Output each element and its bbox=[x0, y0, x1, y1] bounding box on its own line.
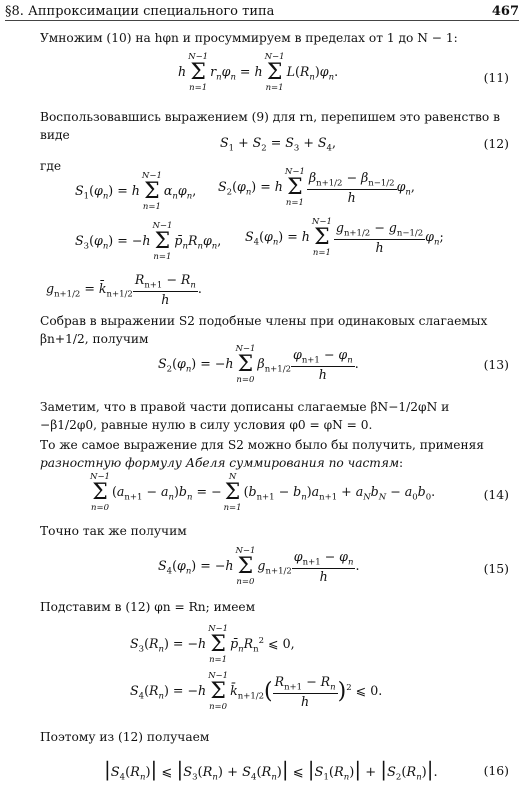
equation-number-12: (12) bbox=[483, 136, 509, 151]
equation-s1: $S_1(\varphi_n) = h$ N−1 Σ n=1 $\alpha_n\varphi_n$, bbox=[75, 171, 197, 212]
equation-15: $S_4(\varphi_n) = -h$ N−1 Σ n=0 $g_{n+1/2}$ $\frac{\varphi_{n+1} - \varphi_n}{h}$ . bbox=[158, 546, 360, 587]
paragraph-4: Собрав в выражении S2 подобные члены при одинаковых слагаемых βn+1/2, получим bbox=[40, 314, 488, 346]
running-header bbox=[5, 4, 519, 21]
equation-number-16: (16) bbox=[483, 763, 509, 778]
equation-14: N−1 Σ n=0 $(a_{n+1} - a_n)b_n$ = − N Σ n=1 $(b_{n+1} - b_n)a_{n+1} + a_Nb_N - a_0b_0$. bbox=[90, 472, 436, 513]
paragraph-9: Поэтому из (12) получаем bbox=[40, 730, 210, 744]
paragraph-6-end: : bbox=[399, 456, 404, 470]
equation-16: $|S_4(R_n)|$ ⩽ $|S_3(R_n) + S_4(R_n)|$ ⩽ $|S_1(R_n)| + |S_2(R_n)|$. bbox=[104, 757, 438, 783]
equation-number-13: (13) bbox=[483, 357, 509, 372]
paragraph-3: где bbox=[40, 159, 62, 173]
paragraph-6 bbox=[40, 436, 510, 472]
equation-12: $S_1 + S_2 = S_3 + S_4$, bbox=[220, 135, 336, 154]
equation-s4-r: $S_4(R_n) = -h$ N−1 Σ n=0 $k̄_{n+1/2}$( $\frac{R_{n+1} - R_n}{h}$ )$^2$ ⩽ 0. bbox=[130, 671, 383, 712]
equation-13: $S_2(\varphi_n) = -h$ N−1 Σ n=0 $\beta_{n+1/2}$ $\frac{\varphi_{n+1} - \varphi_n}{h}$ . bbox=[158, 344, 359, 385]
equation-s4: $S_4(\varphi_n) = h$ N−1 Σ n=1 $\frac{g_{n+1/2} - g_{n-1/2}}{h}$ $\varphi_n$; bbox=[245, 217, 444, 258]
paragraph-6-emphasis: разностную формулу Абеля суммирования по частям bbox=[40, 456, 400, 470]
paragraph-8: Подставим в (12) φn = Rn; имеем bbox=[40, 600, 256, 614]
paragraph-5: Заметим, что в правой части дописаны слагаемые βN−1/2φN и −β1/2φ0, равные нулю в силу условия φ0 = φN = 0. bbox=[40, 400, 450, 432]
equation-s3: $S_3(\varphi_n) = -h$ N−1 Σ n=1 $p̄_nR_n\varphi_n$, bbox=[75, 221, 222, 262]
page-number: 467 bbox=[491, 4, 519, 19]
paragraph-7: Точно так же получим bbox=[40, 524, 187, 538]
equation-number-14: (14) bbox=[483, 487, 509, 502]
equation-number-11: (11) bbox=[483, 70, 509, 85]
equation-s3-r: $S_3(R_n) = -h$ N−1 Σ n=1 $p̄_nR_n^2$ ⩽ 0, bbox=[130, 624, 295, 665]
paragraph-1: Умножим (10) на hφn и просуммируем в пределах от 1 до N − 1: bbox=[40, 31, 458, 45]
equation-number-15: (15) bbox=[483, 561, 509, 576]
paragraph-6-text: То же самое выражение для S2 можно было бы получить, применяя bbox=[40, 438, 484, 452]
paragraph-2: Воспользовавшись выражением (9) для rn, перепишем это равенство в виде bbox=[40, 110, 500, 142]
equation-11: h N−1 Σ n=1 $r_n\varphi_n = h$ N−1 Σ n=1 $L(R_n)\varphi_n$. bbox=[178, 52, 339, 93]
equation-s2: $S_2(\varphi_n) = h$ N−1 Σ n=1 $\frac{\beta_{n+1/2} - \beta_{n-1/2}}{h}$ $\varphi_n$, bbox=[218, 167, 415, 208]
equation-g: $g_{n+1/2}$ = $k̄_{n+1/2}$ $\frac{R_{n+1} - R_n}{h}$ . bbox=[46, 272, 202, 307]
section-title: §8. Аппроксимации специального типа bbox=[5, 4, 275, 19]
